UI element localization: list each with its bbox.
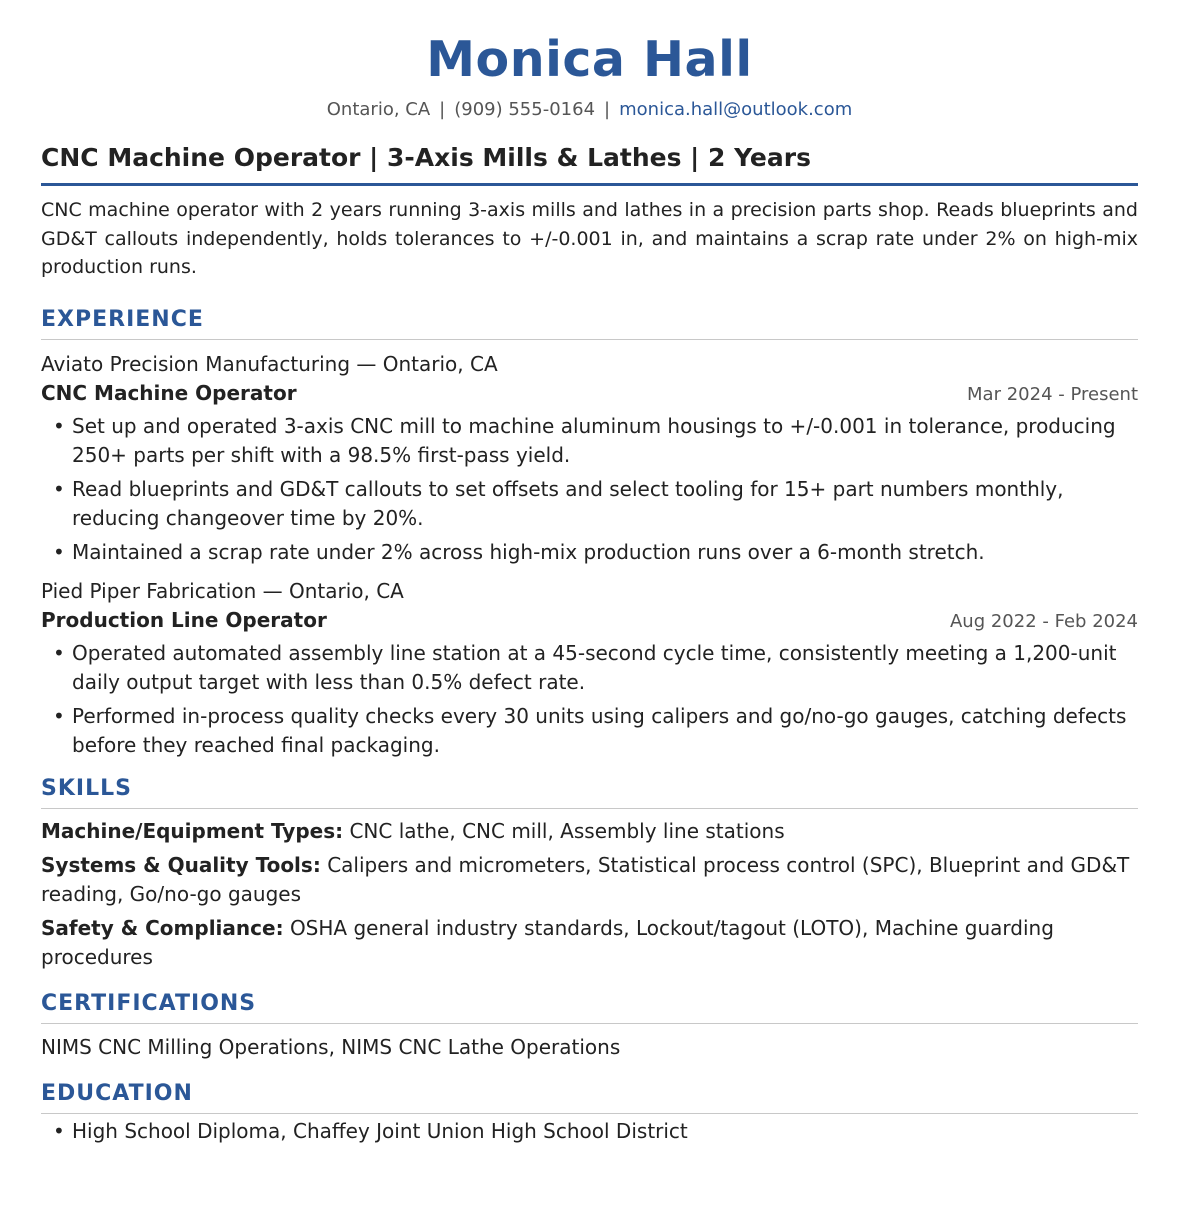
contact-email-link[interactable]: monica.hall@outlook.com [619,99,853,120]
job-bullets [41,639,1138,760]
job-entry [41,577,1138,760]
job-bullet: • Performed in-process quality checks every 30 units using calipers and go/no-go gauges, catching defects before they reached final packaging. [41,702,1138,760]
resume-headline: CNC Machine Operator | 3-Axis Mills & Lathes | 2 Years [41,141,1138,186]
section-title-skills: SKILLS [41,774,1138,809]
candidate-name: Monica Hall [426,31,753,88]
contact-location: Ontario, CA [326,99,431,120]
resume-page [41,28,1138,1151]
job-bullets [41,412,1138,567]
job-role-row [41,379,1138,409]
job-bullet: • Read blueprints and GD&T callouts to set offsets and select tooling for 15+ part numbers monthly, reducing changeover time by 20%. [41,475,1138,533]
skill-label: Safety & Compliance: [41,915,284,940]
skill-row [41,817,1138,846]
skill-value: OSHA general industry standards, Lockout/tagout (LOTO), Machine guarding procedures [41,915,1054,969]
certifications-text: NIMS CNC Milling Operations, NIMS CNC Lathe Operations [41,1034,621,1059]
skill-value: CNC lathe, CNC mill, Assembly line stations [349,818,785,843]
job-bullet: • Operated automated assembly line station at a 45-second cycle time, consistently meeting a 1,200-unit daily output target with less than 0.5% defect rate. [41,639,1138,697]
professional-summary: CNC machine operator with 2 years running 3-axis mills and lathes in a precision parts shop. Reads blueprints and GD&T callouts independently, holds tolerances to +/-0.001 in, and maintains a scrap rate under 2% on high-mix production runs. [41,199,1138,278]
job-role-row [41,606,1138,636]
skill-value: Calipers and micrometers, Statistical process control (SPC), Blueprint and GD&T reading, Go/no-go gauges [41,852,1130,906]
section-title-certifications: CERTIFICATIONS [41,989,1138,1024]
job-dates: Aug 2022 - Feb 2024 [949,610,1138,632]
skill-row [41,914,1138,972]
job-dates: Mar 2024 - Present [967,383,1138,405]
section-title-education: EDUCATION [41,1079,1138,1114]
job-entry [41,350,1138,567]
job-bullet: • Set up and operated 3-axis CNC mill to machine aluminum housings to +/-0.001 in tolerance, producing 250+ parts per shift with a 98.5% first-pass yield. [41,412,1138,470]
skill-row [41,851,1138,909]
job-role: CNC Machine Operator [41,380,297,405]
skill-label: Machine/Equipment Types: [41,818,344,843]
education-item: • High School Diploma, Chaffey Joint Union High School District [41,1117,1138,1146]
contact-separator: | [604,99,611,120]
contact-separator: | [439,99,446,120]
contact-line [41,97,1138,123]
job-company: Aviato Precision Manufacturing — Ontario, CA [41,351,498,376]
contact-phone: (909) 555-0164 [454,99,596,120]
job-bullet: • Maintained a scrap rate under 2% across high-mix production runs over a 6-month stretch. [41,538,1138,567]
skill-label: Systems & Quality Tools: [41,852,321,877]
job-role: Production Line Operator [41,607,327,632]
section-title-experience: EXPERIENCE [41,305,1138,340]
education-list [41,1117,1138,1146]
job-company: Pied Piper Fabrication — Ontario, CA [41,578,404,603]
